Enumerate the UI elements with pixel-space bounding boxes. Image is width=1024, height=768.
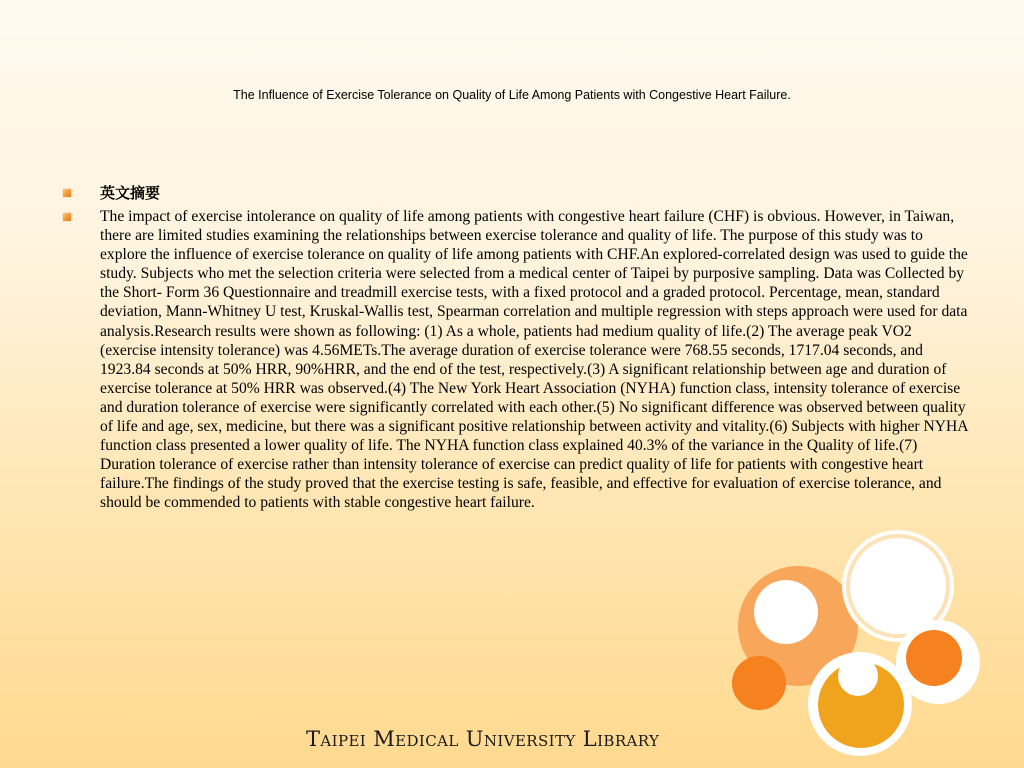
bullet-list — [62, 183, 970, 517]
bullet-item-heading — [62, 183, 970, 203]
square-bullet-icon — [63, 189, 71, 197]
slide-title: The Influence of Exercise Tolerance on Quality of Life Among Patients with Congestive Heart Failure. — [233, 88, 791, 102]
bullet-item-abstract — [62, 207, 970, 513]
abstract-body: The impact of exercise intolerance on quality of life among patients with congestive heart failure (CHF) is obvious. However, in Taiwan, there are limited studies examining the relationships between exercise tolerance and quality of life. The purpose of this study was to explore the influence of exercise tolerance on quality of life among patients with CHF.An explored-correlated design was used to guide the study. Subjects who met the selection criteria were selected from a medical center of Taipei by purposive sampling. Data was Collected by the Short- Form 36 Questionnaire and treadmill exercise tests, with a fixed protocol and a graded protocol. Percentage, mean, standard deviation, Mann-Whitney U test, Kruskal-Wallis test, Spearman correlation and multiple regression with steps approach were used for data analysis.Research results were shown as following: (1) As a whole, patients had medium quality of life.(2) The average peak VO2 (exercise intensity tolerance) was 4.56METs.The average duration of exercise tolerance were 768.55 seconds, 1717.04 seconds, and 1923.84 seconds at 50% HRR, 90%HRR, and the end of the test, respectively.(3) A significant relationship between age and duration of exercise tolerance at 50% HRR was observed.(4) The New York Heart Association (NYHA) function class, intensity tolerance of exercise and duration tolerance of exercise were significantly correlated with each other.(5) No significant difference was observed between quality of life and age, sex, medicine, but there was a significant positive relationship between activity and vitality.(6) Subjects with higher NYHA function class presented a lower quality of life. The NYHA function class explained 40.3% of the variance in the Quality of life.(7) Duration tolerance of exercise rather than intensity tolerance of exercise can predict quality of life for patients with congestive heart failure.The findings of the study proved that the exercise testing is safe, feasible, and effective for evaluation of exercise tolerance, and should be commended to patients with stable congestive heart failure. — [100, 208, 968, 512]
decor-circle-right-white — [896, 620, 980, 704]
decor-circle-gold — [818, 662, 904, 748]
abstract-heading: 英文摘要 — [100, 184, 161, 202]
decor-circle-white-ring — [846, 534, 950, 638]
decor-circle-large — [738, 566, 858, 686]
decor-circle-gold-hole — [838, 656, 878, 696]
decor-circle-white-core — [850, 538, 946, 634]
decor-circle-small-orange — [732, 656, 786, 710]
decor-circle-white-outer — [842, 530, 954, 642]
footer-library-name: Taipei Medical University Library — [306, 727, 660, 751]
decor-circle-right-orange — [906, 630, 962, 686]
decor-circle-large-inner — [754, 580, 818, 644]
decor-circle-gold-outer — [808, 652, 912, 756]
square-bullet-icon — [63, 213, 71, 221]
